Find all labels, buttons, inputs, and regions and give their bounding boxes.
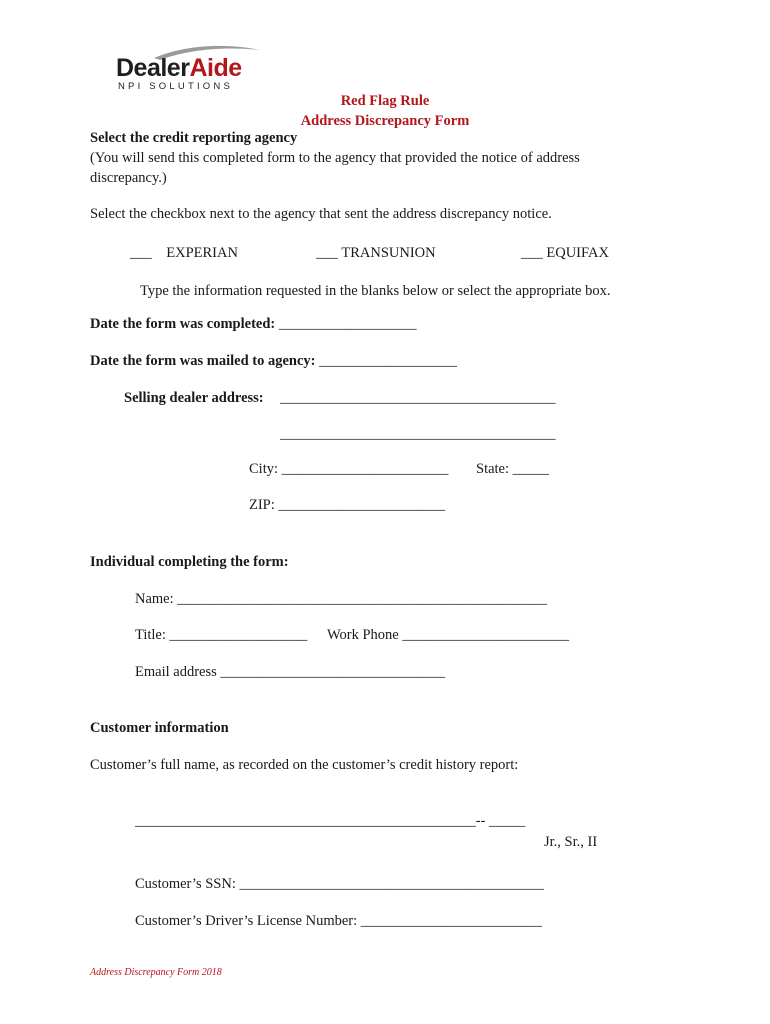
dealeraide-logo bbox=[112, 44, 262, 92]
work-phone-row bbox=[327, 627, 569, 644]
agency-option-label: EXPERIAN bbox=[166, 245, 238, 261]
state-field[interactable]: _____ bbox=[512, 461, 549, 477]
date-completed-row bbox=[90, 316, 417, 333]
form-title: Red Flag Rule bbox=[340, 93, 430, 109]
date-mailed-row bbox=[90, 353, 457, 370]
agency-note-line2: discrepancy.) bbox=[90, 170, 167, 186]
city-label: City: bbox=[249, 461, 279, 477]
form-subtitle: Address Discrepancy Form bbox=[300, 113, 470, 129]
agency-checkbox-blank[interactable]: ___ bbox=[316, 245, 338, 261]
customer-heading: Customer information bbox=[90, 720, 229, 736]
logo-wordmark: DealerAide bbox=[116, 54, 242, 82]
date-mailed-label: Date the form was mailed to agency: bbox=[90, 353, 316, 369]
drivers-license-label: Customer’s Driver’s License Number: bbox=[135, 913, 358, 929]
title-label: Title: bbox=[135, 627, 166, 643]
email-field[interactable]: _______________________________ bbox=[220, 664, 446, 680]
dealer-address-field-1[interactable]: ______________________________________ bbox=[280, 390, 556, 406]
ssn-label: Customer’s SSN: bbox=[135, 876, 236, 892]
agency-option-experian[interactable] bbox=[130, 245, 238, 262]
email-row bbox=[135, 664, 445, 681]
customer-fullname-field[interactable]: _______________________________________________-- _____ bbox=[135, 813, 526, 829]
individual-heading: Individual completing the form: bbox=[90, 554, 289, 570]
customer-fullname-label: Customer’s full name, as recorded on the customer’s credit history report: bbox=[90, 757, 519, 773]
dealer-address-label: Selling dealer address: bbox=[124, 390, 264, 406]
title-field[interactable]: ___________________ bbox=[169, 627, 308, 643]
work-phone-field[interactable]: _______________________ bbox=[402, 627, 570, 643]
state-row bbox=[476, 461, 549, 478]
ssn-row bbox=[135, 876, 544, 893]
logo-subtitle: NPI SOLUTIONS bbox=[118, 81, 233, 92]
agency-checkbox-blank[interactable]: ___ bbox=[130, 245, 152, 261]
name-field[interactable]: ___________________________________________________ bbox=[177, 591, 548, 607]
email-label: Email address bbox=[135, 664, 217, 680]
agency-option-label: EQUIFAX bbox=[546, 245, 609, 261]
ssn-field[interactable]: __________________________________________ bbox=[239, 876, 544, 892]
date-mailed-field[interactable]: ___________________ bbox=[319, 353, 457, 369]
work-phone-label: Work Phone bbox=[327, 627, 399, 643]
agency-option-label: TRANSUNION bbox=[341, 245, 436, 261]
fill-instructions: Type the information requested in the blanks below or select the appropriate box. bbox=[140, 283, 611, 299]
date-completed-label: Date the form was completed: bbox=[90, 316, 276, 332]
title-row bbox=[135, 627, 307, 644]
state-label: State: bbox=[476, 461, 510, 477]
name-row bbox=[135, 591, 547, 608]
drivers-license-field[interactable]: _________________________ bbox=[360, 913, 543, 929]
agency-option-equifax[interactable] bbox=[521, 245, 609, 262]
city-row bbox=[249, 461, 448, 478]
agency-instruction: Select the checkbox next to the agency that sent the address discrepancy notice. bbox=[90, 206, 552, 222]
drivers-license-row bbox=[135, 913, 542, 930]
footer-text: Address Discrepancy Form 2018 bbox=[90, 967, 222, 978]
dealer-address-field-2[interactable]: ______________________________________ bbox=[280, 426, 556, 442]
agency-heading: Select the credit reporting agency bbox=[90, 130, 298, 146]
city-field[interactable]: _______________________ bbox=[281, 461, 449, 477]
suffix-hint: Jr., Sr., II bbox=[544, 834, 598, 850]
zip-field[interactable]: _______________________ bbox=[278, 497, 446, 513]
date-completed-field[interactable]: ___________________ bbox=[278, 316, 417, 332]
agency-checkbox-blank[interactable]: ___ bbox=[521, 245, 543, 261]
zip-label: ZIP: bbox=[249, 497, 275, 513]
agency-option-transunion[interactable] bbox=[316, 245, 436, 262]
name-label: Name: bbox=[135, 591, 174, 607]
agency-note-line1: (You will send this completed form to the agency that provided the notice of address bbox=[90, 150, 580, 166]
zip-row bbox=[249, 497, 445, 514]
